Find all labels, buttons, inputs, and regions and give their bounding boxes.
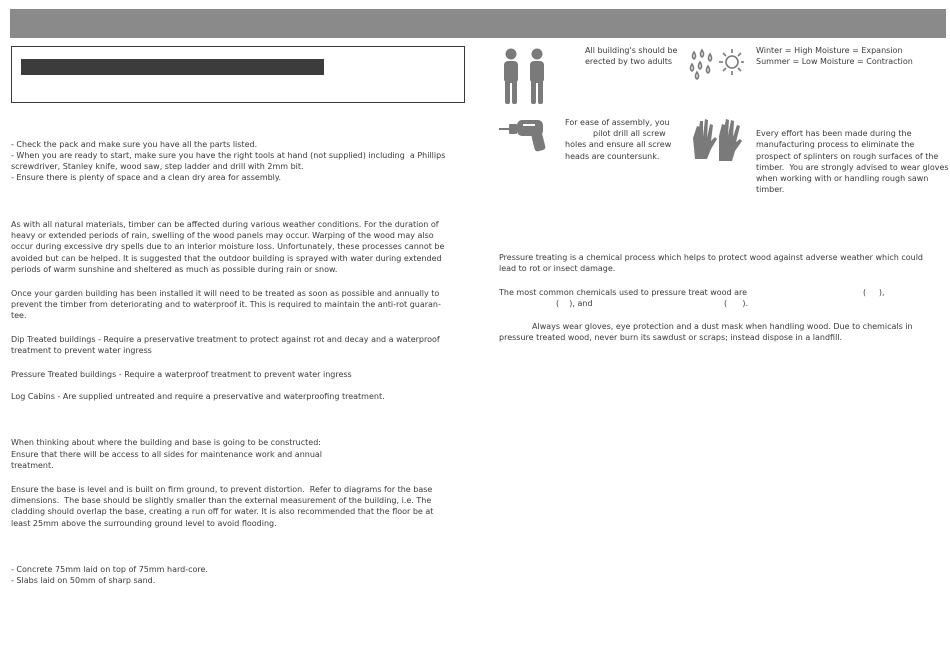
timber-line-4: avoided but can be helped. It is suggested that the outdoor building is sprayed with water during extended — [11, 254, 442, 263]
title-box — [11, 46, 465, 103]
location-line-3: treatment. — [11, 461, 54, 470]
base-option-2: - Slabs laid on 50mm of sharp sand. — [11, 576, 156, 585]
title-bar — [21, 59, 324, 75]
chemicals-line-2b: ( ). — [724, 299, 749, 308]
drill-note-line-3: holes and ensure all screw — [565, 140, 672, 149]
pressure-para-line-2: lead to rot or insect damage. — [499, 264, 616, 273]
rain-sun-icon — [688, 46, 744, 80]
pressure-treated-line: Pressure Treated buildings - Require a waterproof treatment to prevent water ingress — [11, 370, 352, 379]
location-line-1: When thinking about where the building and base is going to be constructed: — [11, 438, 321, 447]
safety-line-1: Always wear gloves, eye protection and a dust mask when handling wood. Due to chemicals in — [532, 322, 913, 331]
gloves-note-line-1: Every effort has been made during the — [756, 129, 912, 138]
checklist-line-4: - Ensure there is plenty of space and a clean dry area for assembly. — [11, 173, 282, 182]
drill-note-line-4: heads are countersunk. — [565, 152, 660, 161]
dip-line-1: Dip Treated buildings - Require a preservative treatment to protect against rot and decay and a waterproof — [11, 335, 440, 344]
timber-line-2: heavy or extended periods of rain, swelling of the wood panels may occur. Warping of the wood may also — [11, 231, 434, 240]
checklist-line-1: - Check the pack and make sure you have all the parts listed. — [11, 140, 258, 149]
chemicals-line-1-paren: ( ), — [863, 288, 885, 297]
gloves-note-line-2: manufacturing process to eliminate the — [756, 140, 915, 149]
adults-note-line-1: All building's should be — [585, 46, 678, 55]
base-line-2: dimensions. The base should be slightly smaller than the external measurement of the building, i.e. The — [11, 496, 432, 505]
base-line-4: least 25mm above the surrounding ground level to avoid flooding. — [11, 519, 277, 528]
treat-line-3: tee. — [11, 311, 27, 320]
chemicals-line-1: The most common chemicals used to pressure treat wood are — [499, 288, 748, 297]
log-cabins-line: Log Cabins - Are supplied untreated and require a preservative and waterproofing treatment. — [11, 392, 385, 401]
pressure-para-line-1: Pressure treating is a chemical process which helps to protect wood against adverse weather which could — [499, 253, 923, 262]
safety-line-2: pressure treated wood, never burn its sawdust or scraps; instead dispose in a landfill. — [499, 333, 843, 342]
timber-line-3: occur during excessive dry spells due to an interior moisture loss. Unfortunately, these processes cannot be — [11, 242, 445, 251]
gloves-note-line-4: timber. You are strongly advised to wear gloves — [756, 163, 949, 172]
gloves-note-line-5: when working with or handling rough sawn — [756, 174, 929, 183]
drill-icon — [499, 115, 553, 153]
drill-note-line-1: For ease of assembly, you — [565, 118, 670, 127]
drill-note-line-2: pilot drill all screw — [593, 129, 666, 138]
base-line-3: cladding should overlap the base, creating a run off for water. It is also recommended that the floor be at — [11, 507, 434, 516]
treat-line-2: prevent the timber from deteriorating and to waterproof it. This is required to maintain the anti-rot guaran- — [11, 300, 441, 309]
checklist-line-3: screwdriver, Stanley knife, wood saw, step ladder and drill with 2mm bit. — [11, 162, 304, 171]
location-line-2: Ensure that there will be access to all sides for maintenance work and annual — [11, 450, 323, 459]
gloves-icon — [689, 116, 747, 166]
weather-note-line-1: Winter = High Moisture = Expansion — [756, 46, 903, 55]
header-bar — [10, 9, 946, 38]
gloves-note-line-6: timber. — [756, 185, 785, 194]
base-option-1: - Concrete 75mm laid on top of 75mm hard-core. — [11, 565, 208, 574]
treat-line-1: Once your garden building has been installed it will need to be treated as soon as possible and annually to — [11, 289, 440, 298]
checklist-line-2: - When you are ready to start, make sure you have the right tools at hand (not supplied) including a Phillips — [11, 151, 446, 160]
base-line-1: Ensure the base is level and is built on firm ground, to prevent distortion. Refer to diagrams for the base — [11, 485, 433, 494]
adults-note-line-2: erected by two adults — [585, 57, 673, 66]
dip-line-2: treatment to prevent water ingress — [11, 346, 152, 355]
two-people-icon — [499, 47, 551, 105]
weather-note-line-2: Summer = Low Moisture = Contraction — [756, 57, 913, 66]
gloves-note-line-3: prospect of splinters on rough surfaces of the — [756, 152, 939, 161]
timber-line-1: As with all natural materials, timber can be affected during various weather conditions. For the duration of — [11, 220, 439, 229]
chemicals-line-2a: ( ), and — [556, 299, 593, 308]
timber-line-5: periods of warm sunshine and sheltered as much as possible during rain or snow. — [11, 265, 338, 274]
